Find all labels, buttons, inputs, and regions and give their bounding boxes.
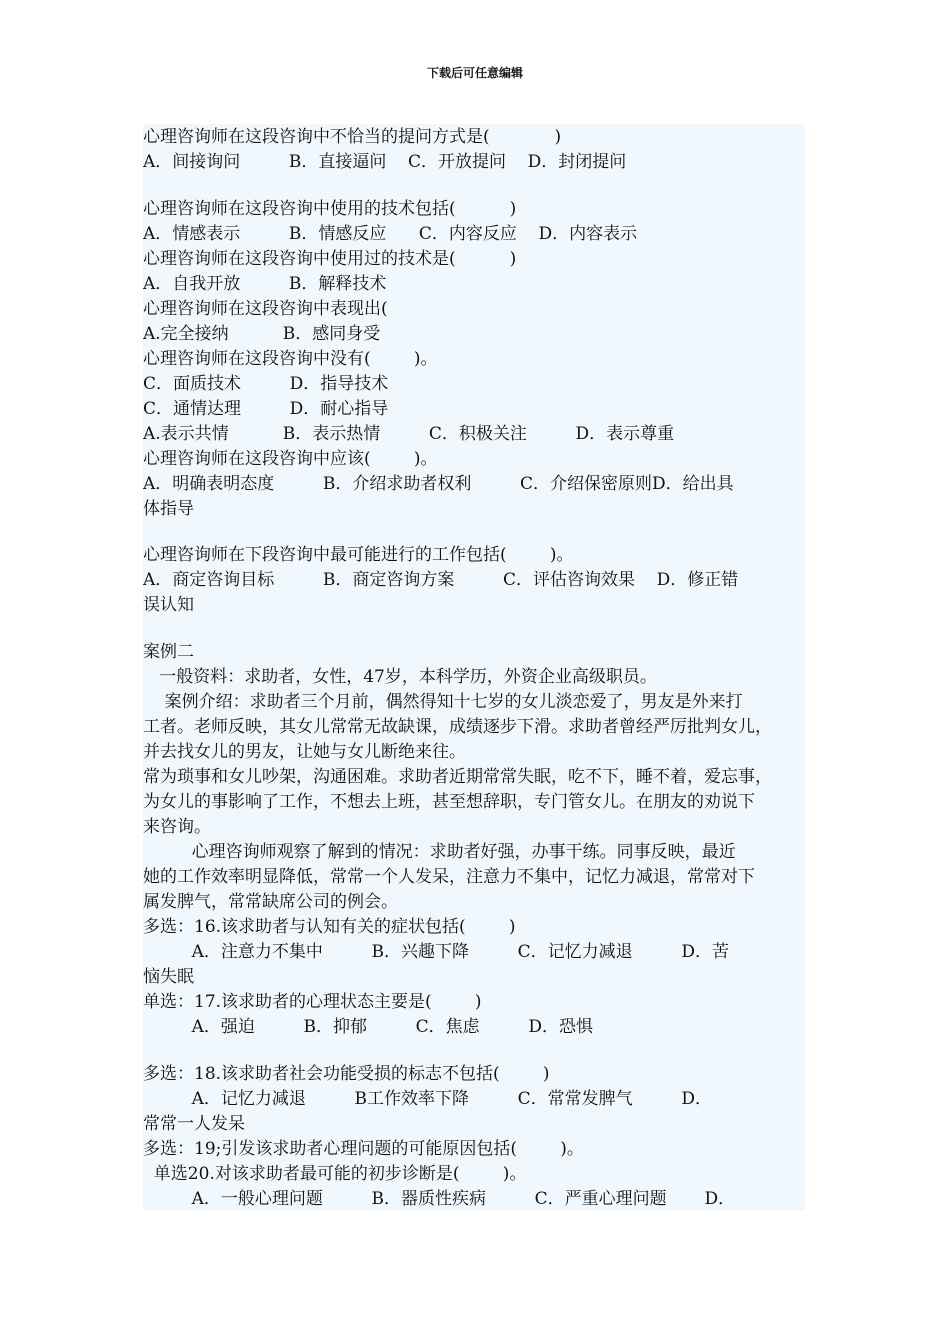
page-header: 下载后可任意编辑 — [426, 66, 523, 80]
text-line: A．间接询问 B．直接逼问 C．开放提问 D．封闭提问 — [143, 152, 627, 172]
text-line: 常常一人发呆 — [143, 1114, 245, 1134]
question-line: 多选：16.该求助者与认知有关的症状包括( ) — [143, 917, 516, 937]
text-line: 案例介绍：求助者三个月前，偶然得知十七岁的女儿淡恋爱了，男友是外来打 — [143, 692, 743, 712]
document-body — [143, 124, 805, 1210]
question-line: 多选：19;引发该求助者心理问题的可能原因包括( )。 — [143, 1139, 584, 1159]
text-line: A．注意力不集中 B．兴趣下降 C．记忆力减退 D．苦 — [143, 942, 729, 962]
question-line: 单选：17.该求助者的心理状态主要是( ) — [143, 992, 482, 1012]
text-line: 体指导 — [143, 499, 194, 519]
text-line: A．自我开放 B．解释技术 — [143, 274, 387, 294]
text-line: 工者。老师反映，其女儿常常无故缺课，成绩逐步下滑。求助者曾经严厉批判女儿， — [143, 717, 772, 737]
text-line: A．情感表示 B．情感反应 C．内容反应 D．内容表示 — [143, 224, 638, 244]
question-line: 多选：18.该求助者社会功能受损的标志不包括( ) — [143, 1064, 550, 1084]
text-line: A.表示共情 B．表示热情 C．积极关注 D．表示尊重 — [143, 424, 675, 444]
question-line: 单选20.对该求助者最可能的初步诊断是( )。 — [143, 1164, 527, 1184]
text-line: 她的工作效率明显降低，常常一个人发呆，注意力不集中，记忆力减退，常常对下 — [143, 867, 755, 887]
text-line: 一般资料：求助者，女性，47岁，本科学历，外资企业高级职员。 — [143, 667, 657, 687]
text-line: 来咨询。 — [143, 817, 211, 837]
text-line: C．面质技术 D．指导技术 — [143, 374, 389, 394]
text-line: 心理咨询师在这段咨询中使用的技术包括( ) — [143, 199, 517, 219]
text-line: A．记忆力减退 B工作效率下降 C．常常发脾气 D． — [143, 1089, 712, 1109]
text-line: 属发脾气，常常缺席公司的例会。 — [143, 892, 398, 912]
text-line: A．一般心理问题 B．器质性疾病 C．严重心理问题 D． — [143, 1189, 736, 1209]
text-line: 心理咨询师在这段咨询中应该( )。 — [143, 449, 438, 469]
text-line: 误认知 — [143, 595, 194, 615]
text-line: 心理咨询师在这段咨询中表现出( — [143, 299, 388, 319]
section-heading: 案例二 — [143, 642, 194, 662]
text-line: 恼失眠 — [143, 967, 194, 987]
text-line: 心理咨询师在这段咨询中不恰当的提问方式是( ) — [143, 127, 562, 147]
text-line: 心理咨询师在下段咨询中最可能进行的工作包括( )。 — [143, 545, 574, 565]
text-line: 常为琐事和女儿吵架，沟通困难。求助者近期常常失眠，吃不下，睡不着，爱忘事， — [143, 767, 772, 787]
text-line: A．强迫 B．抑郁 C．焦虑 D．恐惧 — [143, 1017, 593, 1037]
text-line: 为女儿的事影响了工作，不想去上班，甚至想辞职，专门管女儿。在朋友的劝说下 — [143, 792, 755, 812]
text-line: 心理咨询师在这段咨询中没有( )。 — [143, 349, 438, 369]
text-line: 心理咨询师观察了解到的情况：求助者好强，办事干练。同事反映，最近 — [143, 842, 736, 862]
text-line: A．明确表明态度 B．介绍求助者权利 C．介绍保密原则D．给出具 — [143, 474, 734, 494]
text-line: A.完全接纳 B．感同身受 — [143, 324, 381, 344]
text-line: 并去找女儿的男友，让她与女儿断绝来往。 — [143, 742, 466, 762]
text-line: A．商定咨询目标 B．商定咨询方案 C．评估咨询效果 D．修正错 — [143, 570, 739, 590]
text-line: 心理咨询师在这段咨询中使用过的技术是( ) — [143, 249, 517, 269]
text-line: C．通情达理 D．耐心指导 — [143, 399, 389, 419]
